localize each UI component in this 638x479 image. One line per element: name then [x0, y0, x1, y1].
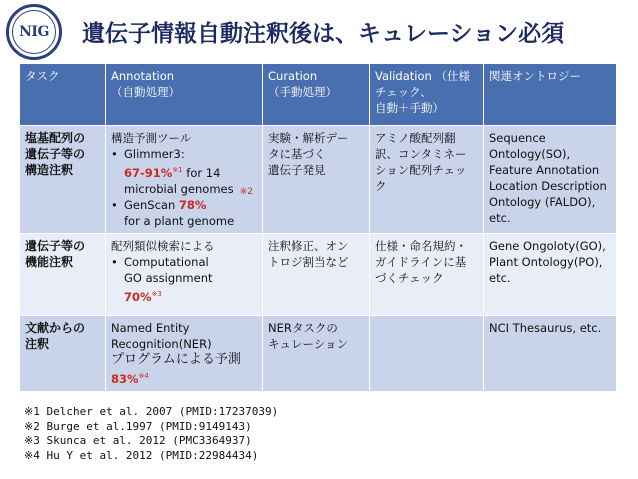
validation-cell: アミノ酸配列翻 訳、コンタミネー ション配列チェッ ク: [370, 126, 484, 234]
curation-cell: NERタスクの キュレーション: [263, 315, 370, 391]
annotation-table: [19, 63, 617, 392]
header-ontology: 関連オントロジー: [484, 64, 617, 126]
reference-item: ※2 Burge et al.1997 (PMID:9149143): [24, 419, 252, 433]
header-curation: Curation （手動処理）: [263, 64, 370, 126]
reference-item: ※3 Skunca et al. 2012 (PMC3364937): [24, 434, 252, 447]
ontology-cell: NCI Thesaurus, etc.: [484, 315, 617, 391]
validation-cell: 仕様・命名規約・ ガイドラインに基 づくチェック: [370, 233, 484, 315]
ontology-cell: Gene Ongoloty(GO), Plant Ontology(PO), etc.: [484, 233, 617, 315]
slide-title: 遺伝子情報自動注釈後は、キュレーション必須: [82, 21, 565, 47]
curation-cell: 注釈修正、オン トロジ割当など: [263, 233, 370, 315]
table-row: [20, 233, 617, 315]
table-row: [20, 315, 617, 391]
logo-emblem: [12, 10, 56, 54]
list-item: • GenScan 78%: [111, 197, 257, 213]
validation-cell: [370, 315, 484, 391]
header-validation: Validation （仕様 チェック、 自動＋手動）: [370, 64, 484, 126]
header-annotation: Annotation （自動処理）: [106, 64, 263, 126]
annotation-cell: 構造予測ツール • Glimmer3: 67-91%$^{※1}$ for 14 microbial genomes ※2 • GenScan 78% for a plant genome: [106, 126, 263, 234]
list-item: • Computational: [111, 254, 257, 270]
header-task: タスク: [20, 64, 106, 126]
header-row: [20, 64, 617, 126]
annotation-cell: Named Entity Recognition(NER) プログラムによる予測 83%$^{※4}$: [106, 315, 263, 391]
logo: [6, 4, 62, 60]
row-label: 遺伝子等の 機能注釈: [20, 233, 106, 315]
annotation-cell: 配列類似検索による • Computational GO assignment 70%$^{※3}$: [106, 233, 263, 315]
row-label: 塩基配列の 遺伝子等の 構造注釈: [20, 126, 106, 234]
references: [24, 405, 278, 463]
reference-item: ※4 Hu Y et al. 2012 (PMID:22984434): [24, 448, 259, 462]
ontology-cell: Sequence Ontology(SO), Feature Annotation Location Description Ontology (FALDO), etc.: [484, 126, 617, 234]
curation-cell: 実験・解析デー タに基づく 遺伝子発見: [263, 126, 370, 234]
list-item: • Glimmer3:: [111, 146, 257, 162]
row-label: 文献からの 注釈: [20, 315, 106, 391]
table-row: [20, 126, 617, 234]
logo-text: NIG: [19, 24, 49, 40]
reference-item: ※1 Delcher et al. 2007 (PMID:17237039): [24, 405, 279, 418]
